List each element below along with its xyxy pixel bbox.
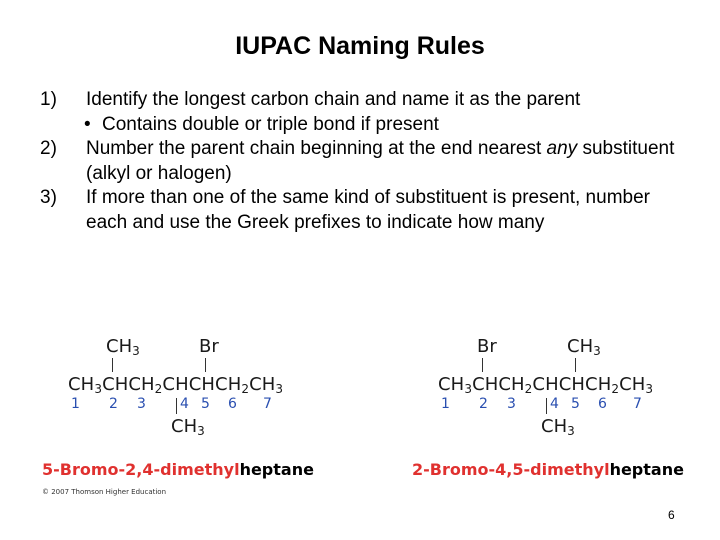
- chain-number: 2: [479, 396, 488, 412]
- bullet-icon: •: [84, 113, 91, 135]
- main-chain: $CH_3CHCH_2CHCHCH_2CH_3$: [438, 374, 654, 396]
- chain-number: 1: [71, 396, 80, 412]
- bond-line: [205, 358, 206, 372]
- substituent-methyl-bottom: $CH_3$: [541, 416, 575, 438]
- chain-number: 3: [507, 396, 516, 412]
- compound-name-2: 2-Bromo-4,5-dimethylheptane: [412, 460, 684, 479]
- rule-text: Identify the longest carbon chain and name it as the parent: [86, 89, 581, 110]
- bond-line: [546, 398, 547, 414]
- bond-line: [482, 358, 483, 372]
- bond-line: [575, 358, 576, 372]
- substituent-methyl-bottom: $CH_3$: [171, 416, 205, 438]
- chain-numbers: [68, 396, 308, 414]
- chain-number: 5: [571, 396, 580, 412]
- chain-number: 6: [598, 396, 607, 412]
- substituent-bromo-top: Br: [199, 336, 219, 357]
- substituent-bromo-top: Br: [477, 336, 497, 357]
- chain-number: 2: [109, 396, 118, 412]
- chain-number: 4: [550, 396, 559, 412]
- rule-number: 1): [40, 89, 57, 110]
- substituent-methyl-top: $CH_3$: [106, 336, 140, 358]
- structure-1: [68, 336, 328, 446]
- subpoint-text: Contains double or triple bond if present: [102, 113, 439, 135]
- compound-name-1: 5-Bromo-2,4-dimethylheptane: [42, 460, 314, 479]
- chain-number: 1: [441, 396, 450, 412]
- rule-text: If more than one of the same kind of substituent is present, number each and use the Greek prefixes to indicate how many: [86, 187, 650, 233]
- rule-number: 2): [40, 138, 57, 159]
- slide-title: IUPAC Naming Rules: [235, 32, 485, 60]
- chain-number: 3: [137, 396, 146, 412]
- chain-number: 4: [180, 396, 189, 412]
- bond-line: [176, 398, 177, 414]
- chain-number: 5: [201, 396, 210, 412]
- main-chain: $CH_3CHCH_2CHCHCH_2CH_3$: [68, 374, 284, 396]
- rule-number: 3): [40, 187, 57, 208]
- chain-number: 6: [228, 396, 237, 412]
- rules-list: [40, 88, 690, 235]
- structure-2: [438, 336, 698, 446]
- rule-text: Number the parent chain beginning at the end nearest: [86, 138, 547, 159]
- rule-3: [40, 186, 690, 235]
- rule-emphasis: any: [546, 138, 578, 159]
- page-number: 6: [668, 508, 675, 522]
- rule-text-cont: substituent (alkyl or halogen): [86, 138, 675, 184]
- rule-1: [40, 88, 690, 113]
- chain-number: 7: [263, 396, 272, 412]
- copyright-credit: © 2007 Thomson Higher Education: [42, 488, 167, 496]
- chain-numbers: [438, 396, 678, 414]
- rule-2: [40, 137, 690, 186]
- substituent-methyl-top: $CH_3$: [567, 336, 601, 358]
- rule-1-subpoint: [40, 113, 690, 138]
- chain-number: 7: [633, 396, 642, 412]
- bond-line: [112, 358, 113, 372]
